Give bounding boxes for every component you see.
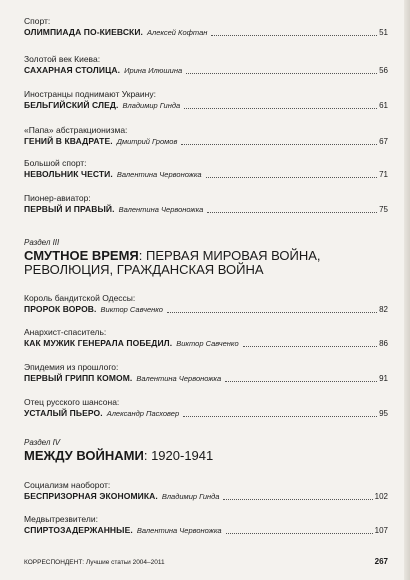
entry-page: 71: [379, 170, 388, 179]
entry-eyebrow: Пионер-авиатор:: [24, 193, 91, 203]
entry-line: [24, 338, 388, 349]
toc-entry-spirit-detained: [24, 514, 388, 536]
toc-entry-slave-of-honor: [24, 158, 388, 180]
entry-line: [24, 169, 388, 180]
entry-page: 86: [379, 339, 388, 348]
entry-eyebrow: Иностранцы поднимают Украину:: [24, 89, 156, 99]
entry-author: Валентина Червоножка: [118, 205, 204, 214]
entry-line: [24, 491, 388, 502]
leader-dots: [225, 381, 377, 382]
entry-eyebrow: Медвытрезвители:: [24, 514, 98, 524]
entry-title: БЕСПРИЗОРНАЯ ЭКОНОМИКА.: [24, 491, 158, 501]
entry-page: 107: [374, 526, 388, 535]
entry-eyebrow: Анархист-спаситель:: [24, 327, 107, 337]
entry-eyebrow: Золотой век Киева:: [24, 54, 101, 64]
entry-eyebrow: Социализм наоборот:: [24, 480, 111, 490]
page-footer: [24, 557, 388, 566]
leader-dots: [186, 73, 377, 74]
page-gutter-shadow: [404, 0, 410, 580]
leader-dots: [207, 212, 377, 213]
entry-page: 75: [379, 205, 388, 214]
entry-line: [24, 304, 388, 315]
toc-entry-belgian-trace: [24, 89, 388, 111]
entry-author: Виктор Савченко: [100, 305, 163, 314]
entry-title: БЕЛЬГИЙСКИЙ СЛЕД.: [24, 100, 119, 110]
entry-page: 91: [379, 374, 388, 383]
toc-entry-genius-square: [24, 125, 388, 147]
entry-title: КАК МУЖИК ГЕНЕРАЛА ПОБЕДИЛ.: [24, 338, 173, 348]
entry-eyebrow: Король бандитской Одессы:: [24, 293, 136, 303]
entry-page: 95: [379, 409, 388, 418]
entry-title: СПИРТОЗАДЕРЖАННЫЕ.: [24, 525, 133, 535]
entry-page: 61: [379, 101, 388, 110]
entry-line: [24, 65, 388, 76]
section-title-line2: РЕВОЛЮЦИЯ, ГРАЖДАНСКАЯ ВОЙНА: [24, 262, 264, 277]
entry-author: Алексей Кофтан: [147, 28, 208, 37]
entry-line: [24, 373, 388, 384]
entry-title: САХАРНАЯ СТОЛИЦА.: [24, 65, 121, 75]
section-title-rest: : ПЕРВАЯ МИРОВАЯ ВОЙНА,: [138, 248, 321, 263]
entry-author: Александр Пасховер: [106, 409, 180, 418]
toc-entry-sugar-capital: [24, 54, 388, 76]
entry-page: 56: [379, 66, 388, 75]
entry-line: [24, 136, 388, 147]
entry-line: [24, 27, 388, 38]
leader-dots: [181, 144, 377, 145]
section-title: [24, 249, 388, 263]
entry-author: Владимир Гинда: [122, 101, 181, 110]
entry-author: Ирина Илюшина: [124, 66, 183, 75]
entry-page: 82: [379, 305, 388, 314]
entry-line: [24, 525, 388, 536]
toc-entry-homeless-economy: [24, 480, 388, 502]
section-4-heading: [24, 438, 388, 463]
entry-title: НЕВОЛЬНИК ЧЕСТИ.: [24, 169, 113, 179]
toc-entry-first-flu: [24, 362, 388, 384]
entry-author: Валентина Червоножка: [116, 170, 202, 179]
entry-author: Валентина Червоножка: [136, 526, 222, 535]
entry-author: Дмитрий Громов: [116, 137, 178, 146]
leader-dots: [206, 177, 378, 178]
footer-publication: КОРРЕСПОНДЕНТ: Лучшие статьи 2004–2011: [24, 559, 165, 566]
entry-page: 102: [374, 492, 388, 501]
entry-page: 51: [379, 28, 388, 37]
entry-eyebrow: Отец русского шансона:: [24, 397, 120, 407]
leader-dots: [184, 108, 377, 109]
section-label: Раздел IV: [24, 438, 61, 447]
section-3-heading: [24, 238, 388, 277]
entry-author: Валентина Червоножка: [136, 374, 222, 383]
entry-title: ГЕНИЙ В КВАДРАТЕ.: [24, 136, 113, 146]
entry-eyebrow: Спорт:: [24, 16, 51, 26]
entry-eyebrow: Большой спорт:: [24, 158, 87, 168]
entry-page: 67: [379, 137, 388, 146]
entry-title: ПЕРВЫЙ И ПРАВЫЙ.: [24, 204, 115, 214]
section-label: Раздел III: [24, 238, 60, 247]
section-title-bold: СМУТНОЕ ВРЕМЯ: [24, 248, 139, 263]
entry-title: ОЛИМПИАДА ПО-КИЕВСКИ.: [24, 27, 144, 37]
entry-title: ПРОРОК ВОРОВ.: [24, 304, 97, 314]
toc-entry-peasant-general: [24, 327, 388, 349]
entry-line: [24, 100, 388, 111]
entry-eyebrow: Эпидемия из прошлого:: [24, 362, 119, 372]
entry-author: Виктор Савченко: [176, 339, 239, 348]
section-title-bold: МЕЖДУ ВОЙНАМИ: [24, 448, 144, 463]
leader-dots: [183, 416, 377, 417]
toc-entry-tired-pierrot: [24, 397, 388, 419]
leader-dots: [223, 499, 372, 500]
entry-line: [24, 408, 388, 419]
toc-entry-first-and-right: [24, 193, 388, 215]
leader-dots: [167, 312, 377, 313]
leader-dots: [243, 346, 377, 347]
toc-entry-olympiad: [24, 16, 388, 38]
entry-title: УСТАЛЫЙ ПЬЕРО.: [24, 408, 103, 418]
entry-author: Владимир Гинда: [161, 492, 220, 501]
section-title-rest: : 1920-1941: [143, 448, 214, 463]
leader-dots: [226, 533, 373, 534]
toc-entry-prophet-of-thieves: [24, 293, 388, 315]
section-title: [24, 449, 388, 463]
entry-title: ПЕРВЫЙ ГРИПП КОМОМ.: [24, 373, 133, 383]
leader-dots: [211, 35, 377, 36]
entry-eyebrow: «Папа» абстракционизма:: [24, 125, 128, 135]
entry-line: [24, 204, 388, 215]
footer-page-number: 267: [374, 557, 388, 566]
